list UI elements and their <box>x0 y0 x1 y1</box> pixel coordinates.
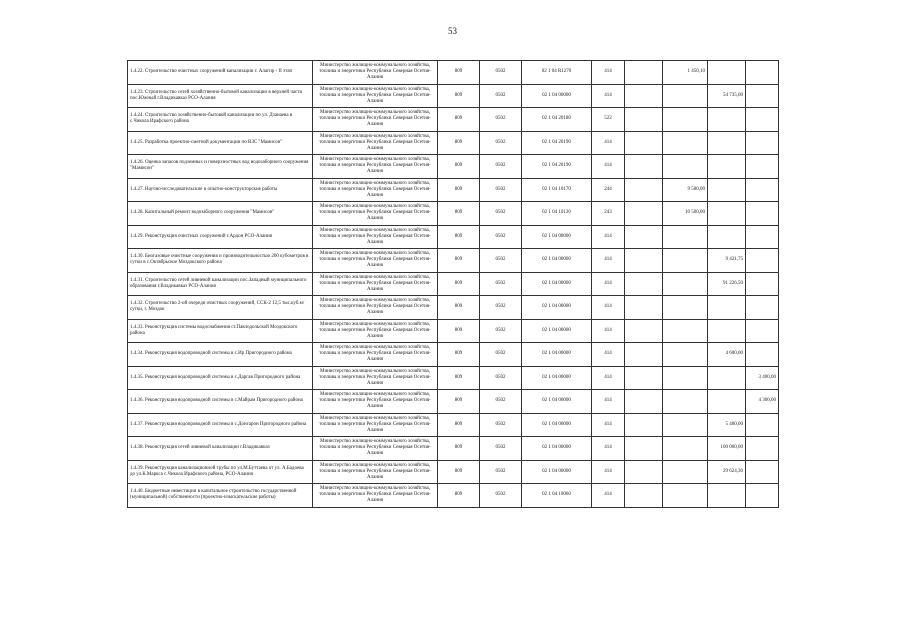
row-amount-3-cell: 91 226,50 <box>708 272 746 296</box>
row-name-cell: 1.4.25. Разработка проектно-сметной документации по ВЗС "Мамисон" <box>128 131 313 155</box>
row-section-cell: 0502 <box>480 272 522 296</box>
row-section-cell: 0502 <box>480 155 522 179</box>
row-grbs-cell: 809 <box>438 319 480 343</box>
row-amount-1-cell <box>625 84 663 108</box>
row-grbs-cell: 809 <box>438 108 480 132</box>
row-amount-4-cell <box>746 319 779 343</box>
row-section-cell: 0502 <box>480 390 522 414</box>
row-organization-cell: Министерство жилищно-коммунального хозяйства, топлива и энергетики Республики Северная Осетия-Алания <box>313 178 438 202</box>
table-row <box>128 108 779 132</box>
row-name-cell: 1.4.28. Капитальный ремонт водозаборного сооружения "Мамисон" <box>128 202 313 226</box>
row-name-cell: 1.4.39. Реконструкция канализационной трубы по ул.М.Буттаева от ул. А.Бадоева до ул.К.Маркса с.Чикола Ирафского района, РСО-Алания <box>128 460 313 484</box>
row-amount-2-cell <box>663 484 708 508</box>
row-amount-4-cell <box>746 272 779 296</box>
row-amount-1-cell <box>625 343 663 367</box>
row-amount-2-cell <box>663 413 708 437</box>
row-section-cell: 0502 <box>480 131 522 155</box>
row-amount-4-cell <box>746 108 779 132</box>
row-amount-1-cell <box>625 484 663 508</box>
row-section-cell: 0502 <box>480 225 522 249</box>
table-row <box>128 84 779 108</box>
row-target-article-cell: 02 1 04 10120 <box>522 202 592 226</box>
row-amount-3-cell <box>708 131 746 155</box>
table-row <box>128 202 779 226</box>
row-amount-1-cell <box>625 437 663 461</box>
row-amount-2-cell <box>663 296 708 320</box>
row-amount-1-cell <box>625 272 663 296</box>
row-target-article-cell: 02 1 04 R1270 <box>522 61 592 85</box>
row-grbs-cell: 809 <box>438 178 480 202</box>
row-expense-type-cell: 414 <box>592 484 625 508</box>
row-amount-2-cell <box>663 390 708 414</box>
row-amount-2-cell <box>663 84 708 108</box>
row-amount-2-cell: 10 500,00 <box>663 202 708 226</box>
row-amount-2-cell <box>663 460 708 484</box>
row-amount-3-cell <box>708 225 746 249</box>
row-grbs-cell: 809 <box>438 413 480 437</box>
row-name-cell: 1.4.29. Реконструкция очистных сооружений г.Ардон РСО-Алания <box>128 225 313 249</box>
row-name-cell: 1.4.27. Научно-исследовательские и опытно-конструкторские работы <box>128 178 313 202</box>
row-name-cell: 1.4.34. Реконструкция водопроводной системы в с.Ир Пригородного района <box>128 343 313 367</box>
row-organization-cell: Министерство жилищно-коммунального хозяйства, топлива и энергетики Республики Северная Осетия-Алания <box>313 249 438 273</box>
row-grbs-cell: 809 <box>438 131 480 155</box>
row-organization-cell: Министерство жилищно-коммунального хозяйства, топлива и энергетики Республики Северная Осетия-Алания <box>313 319 438 343</box>
budget-table <box>127 60 779 508</box>
row-target-article-cell: 02 1 04 20190 <box>522 131 592 155</box>
row-organization-cell: Министерство жилищно-коммунального хозяйства, топлива и энергетики Республики Северная Осетия-Алания <box>313 413 438 437</box>
table-row <box>128 413 779 437</box>
row-amount-4-cell <box>746 413 779 437</box>
row-grbs-cell: 809 <box>438 202 480 226</box>
row-grbs-cell: 809 <box>438 225 480 249</box>
row-organization-cell: Министерство жилищно-коммунального хозяйства, топлива и энергетики Республики Северная Осетия-Алания <box>313 272 438 296</box>
row-section-cell: 0502 <box>480 84 522 108</box>
row-expense-type-cell: 414 <box>592 296 625 320</box>
row-target-article-cell: 02 1 04 20180 <box>522 108 592 132</box>
row-amount-2-cell <box>663 366 708 390</box>
row-amount-3-cell: 9 421,75 <box>708 249 746 273</box>
row-grbs-cell: 809 <box>438 272 480 296</box>
row-amount-3-cell: 54 735,00 <box>708 84 746 108</box>
row-amount-1-cell <box>625 202 663 226</box>
row-amount-1-cell <box>625 460 663 484</box>
row-target-article-cell: 02 1 04 00000 <box>522 272 592 296</box>
row-grbs-cell: 809 <box>438 249 480 273</box>
row-name-cell: 1.4.40. Бюджетные инвестиции в капитальное строительство государственной (муниципальной) собственности (проектно-изыскательские работы) <box>128 484 313 508</box>
row-section-cell: 0502 <box>480 484 522 508</box>
page-number: 53 <box>448 26 457 36</box>
row-amount-4-cell <box>746 460 779 484</box>
row-amount-2-cell <box>663 155 708 179</box>
row-organization-cell: Министерство жилищно-коммунального хозяйства, топлива и энергетики Республики Северная Осетия-Алания <box>313 202 438 226</box>
row-amount-3-cell <box>708 319 746 343</box>
row-target-article-cell: 02 1 04 00000 <box>522 413 592 437</box>
row-section-cell: 0502 <box>480 319 522 343</box>
row-amount-2-cell: 1 450,10 <box>663 61 708 85</box>
row-organization-cell: Министерство жилищно-коммунального хозяйства, топлива и энергетики Республики Северная Осетия-Алания <box>313 155 438 179</box>
table-row <box>128 319 779 343</box>
table-row <box>128 484 779 508</box>
row-target-article-cell: 02 1 04 00000 <box>522 343 592 367</box>
row-expense-type-cell: 243 <box>592 202 625 226</box>
row-amount-4-cell <box>746 131 779 155</box>
row-amount-4-cell <box>746 484 779 508</box>
row-amount-4-cell <box>746 225 779 249</box>
row-amount-4-cell <box>746 84 779 108</box>
row-amount-4-cell <box>746 296 779 320</box>
row-amount-1-cell <box>625 108 663 132</box>
row-name-cell: 1.4.32. Строительство 2-ой очереди очистных сооружений, ССК-2 12,5 тыс.куб.м/сутки, г. Моздок <box>128 296 313 320</box>
table-row <box>128 366 779 390</box>
row-amount-1-cell <box>625 225 663 249</box>
row-section-cell: 0502 <box>480 296 522 320</box>
table-row <box>128 437 779 461</box>
row-amount-2-cell <box>663 249 708 273</box>
row-amount-2-cell <box>663 108 708 132</box>
row-section-cell: 0502 <box>480 366 522 390</box>
row-expense-type-cell: 414 <box>592 249 625 273</box>
row-target-article-cell: 02 1 04 00000 <box>522 249 592 273</box>
row-amount-2-cell <box>663 343 708 367</box>
row-amount-3-cell <box>708 178 746 202</box>
row-amount-2-cell <box>663 225 708 249</box>
row-target-article-cell: 02 1 04 00000 <box>522 84 592 108</box>
row-expense-type-cell: 414 <box>592 319 625 343</box>
row-target-article-cell: 02 1 04 00000 <box>522 319 592 343</box>
table-row <box>128 178 779 202</box>
row-target-article-cell: 02 1 04 10060 <box>522 484 592 508</box>
row-name-cell: 1.4.35. Реконструкция водопроводной системы в с.Даргав Пригородного района <box>128 366 313 390</box>
table-row <box>128 272 779 296</box>
table-row <box>128 460 779 484</box>
row-grbs-cell: 809 <box>438 390 480 414</box>
table-row <box>128 249 779 273</box>
row-target-article-cell: 02 1 04 00000 <box>522 460 592 484</box>
row-expense-type-cell: 414 <box>592 460 625 484</box>
row-name-cell: 1.4.26. Оценка запасов подземных и поверхностных вод водозаборного сооружения "Мамисон" <box>128 155 313 179</box>
row-amount-1-cell <box>625 366 663 390</box>
row-section-cell: 0502 <box>480 108 522 132</box>
row-amount-4-cell <box>746 249 779 273</box>
row-amount-2-cell <box>663 319 708 343</box>
row-organization-cell: Министерство жилищно-коммунального хозяйства, топлива и энергетики Республики Северная Осетия-Алания <box>313 437 438 461</box>
row-name-cell: 1.4.36. Реконструкция водопроводной системы в с.Майрам Пригородного района <box>128 390 313 414</box>
row-organization-cell: Министерство жилищно-коммунального хозяйства, топлива и энергетики Республики Северная Осетия-Алания <box>313 131 438 155</box>
row-name-cell: 1.4.38. Реконструкция сетей ливневой канализации г.Владикавказ <box>128 437 313 461</box>
row-name-cell: 1.4.23. Строительство сетей хозяйственно-бытовой канализации в верхней части пос.Южный г.Владикавказ РСО-Алания <box>128 84 313 108</box>
row-target-article-cell: 02 1 04 00000 <box>522 296 592 320</box>
row-amount-2-cell: 9 500,00 <box>663 178 708 202</box>
row-amount-1-cell <box>625 390 663 414</box>
row-name-cell: 1.4.33. Реконструкция системы водоснабжения ст.Павлодольской Моздокского района <box>128 319 313 343</box>
row-amount-3-cell <box>708 202 746 226</box>
row-grbs-cell: 809 <box>438 155 480 179</box>
row-target-article-cell: 02 1 04 20190 <box>522 155 592 179</box>
row-grbs-cell: 809 <box>438 84 480 108</box>
row-name-cell: 1.4.24. Строительство хозяйственно-бытовой канализации по ул. Дзанаева в с.Чикола Ирафского района <box>128 108 313 132</box>
row-section-cell: 0502 <box>480 460 522 484</box>
row-amount-3-cell <box>708 484 746 508</box>
row-amount-3-cell <box>708 108 746 132</box>
row-amount-4-cell <box>746 343 779 367</box>
row-amount-2-cell <box>663 437 708 461</box>
row-amount-4-cell <box>746 202 779 226</box>
row-amount-3-cell: 4 600,00 <box>708 343 746 367</box>
row-organization-cell: Министерство жилищно-коммунального хозяйства, топлива и энергетики Республики Северная Осетия-Алания <box>313 108 438 132</box>
row-expense-type-cell: 414 <box>592 437 625 461</box>
table-row <box>128 155 779 179</box>
row-amount-4-cell: 4 300,00 <box>746 390 779 414</box>
row-expense-type-cell: 414 <box>592 225 625 249</box>
row-amount-1-cell <box>625 413 663 437</box>
row-section-cell: 0502 <box>480 437 522 461</box>
row-organization-cell: Министерство жилищно-коммунального хозяйства, топлива и энергетики Республики Северная Осетия-Алания <box>313 296 438 320</box>
row-expense-type-cell: 414 <box>592 84 625 108</box>
row-organization-cell: Министерство жилищно-коммунального хозяйства, топлива и энергетики Республики Северная Осетия-Алания <box>313 225 438 249</box>
row-target-article-cell: 02 1 04 10170 <box>522 178 592 202</box>
row-grbs-cell: 809 <box>438 460 480 484</box>
row-target-article-cell: 02 1 04 00000 <box>522 366 592 390</box>
row-amount-2-cell <box>663 272 708 296</box>
row-expense-type-cell: 244 <box>592 178 625 202</box>
row-name-cell: 1.4.30. Биогазовые очистные сооружения и производительностью 200 кубометров в сутки в с.Октябрьское Моздокского района <box>128 249 313 273</box>
row-amount-3-cell <box>708 155 746 179</box>
row-section-cell: 0502 <box>480 202 522 226</box>
row-organization-cell: Министерство жилищно-коммунального хозяйства, топлива и энергетики Республики Северная Осетия-Алания <box>313 484 438 508</box>
row-amount-1-cell <box>625 296 663 320</box>
row-amount-3-cell <box>708 390 746 414</box>
row-amount-4-cell <box>746 437 779 461</box>
table-row <box>128 131 779 155</box>
row-expense-type-cell: 414 <box>592 413 625 437</box>
row-amount-4-cell: 3 400,00 <box>746 366 779 390</box>
row-amount-3-cell: 100 000,00 <box>708 437 746 461</box>
row-expense-type-cell: 414 <box>592 390 625 414</box>
row-expense-type-cell: 414 <box>592 343 625 367</box>
row-amount-1-cell <box>625 319 663 343</box>
row-organization-cell: Министерство жилищно-коммунального хозяйства, топлива и энергетики Республики Северная Осетия-Алания <box>313 390 438 414</box>
row-amount-1-cell <box>625 249 663 273</box>
row-organization-cell: Министерство жилищно-коммунального хозяйства, топлива и энергетики Республики Северная Осетия-Алания <box>313 366 438 390</box>
row-amount-1-cell <box>625 131 663 155</box>
row-organization-cell: Министерство жилищно-коммунального хозяйства, топлива и энергетики Республики Северная Осетия-Алания <box>313 84 438 108</box>
row-amount-4-cell <box>746 155 779 179</box>
table-row <box>128 343 779 367</box>
row-section-cell: 0502 <box>480 61 522 85</box>
row-target-article-cell: 02 1 04 00000 <box>522 437 592 461</box>
row-name-cell: 1.4.31. Строительство сетей ливневой канализации пос.Западный муниципального образования г.Владикавказ РСО-Алания <box>128 272 313 296</box>
table-body <box>128 61 779 508</box>
row-grbs-cell: 809 <box>438 366 480 390</box>
row-expense-type-cell: 414 <box>592 366 625 390</box>
row-section-cell: 0502 <box>480 413 522 437</box>
row-expense-type-cell: 414 <box>592 272 625 296</box>
row-name-cell: 1.4.22. Строительство очистных сооружений канализации г. Алагир - II этап <box>128 61 313 85</box>
row-target-article-cell: 02 1 04 00000 <box>522 390 592 414</box>
row-amount-1-cell <box>625 155 663 179</box>
row-target-article-cell: 02 1 04 00000 <box>522 225 592 249</box>
row-amount-2-cell <box>663 131 708 155</box>
row-amount-1-cell <box>625 178 663 202</box>
row-organization-cell: Министерство жилищно-коммунального хозяйства, топлива и энергетики Республики Северная Осетия-Алания <box>313 61 438 85</box>
row-amount-3-cell <box>708 61 746 85</box>
table-row <box>128 61 779 85</box>
table-row <box>128 390 779 414</box>
row-grbs-cell: 809 <box>438 296 480 320</box>
row-amount-3-cell <box>708 296 746 320</box>
row-section-cell: 0502 <box>480 343 522 367</box>
row-expense-type-cell: 414 <box>592 131 625 155</box>
row-grbs-cell: 809 <box>438 484 480 508</box>
row-expense-type-cell: 414 <box>592 155 625 179</box>
row-amount-3-cell: 29 624,30 <box>708 460 746 484</box>
row-section-cell: 0502 <box>480 178 522 202</box>
row-expense-type-cell: 414 <box>592 61 625 85</box>
row-grbs-cell: 809 <box>438 61 480 85</box>
row-amount-3-cell <box>708 366 746 390</box>
row-section-cell: 0502 <box>480 249 522 273</box>
row-organization-cell: Министерство жилищно-коммунального хозяйства, топлива и энергетики Республики Северная Осетия-Алания <box>313 460 438 484</box>
row-amount-3-cell: 5 400,00 <box>708 413 746 437</box>
table-row <box>128 225 779 249</box>
row-grbs-cell: 809 <box>438 437 480 461</box>
row-name-cell: 1.4.37. Реконструкция водопроводной системы в с.Донгарон Пригородного района <box>128 413 313 437</box>
row-expense-type-cell: 522 <box>592 108 625 132</box>
row-amount-4-cell <box>746 61 779 85</box>
row-amount-1-cell <box>625 61 663 85</box>
row-grbs-cell: 809 <box>438 343 480 367</box>
row-organization-cell: Министерство жилищно-коммунального хозяйства, топлива и энергетики Республики Северная Осетия-Алания <box>313 343 438 367</box>
row-amount-4-cell <box>746 178 779 202</box>
table-row <box>128 296 779 320</box>
